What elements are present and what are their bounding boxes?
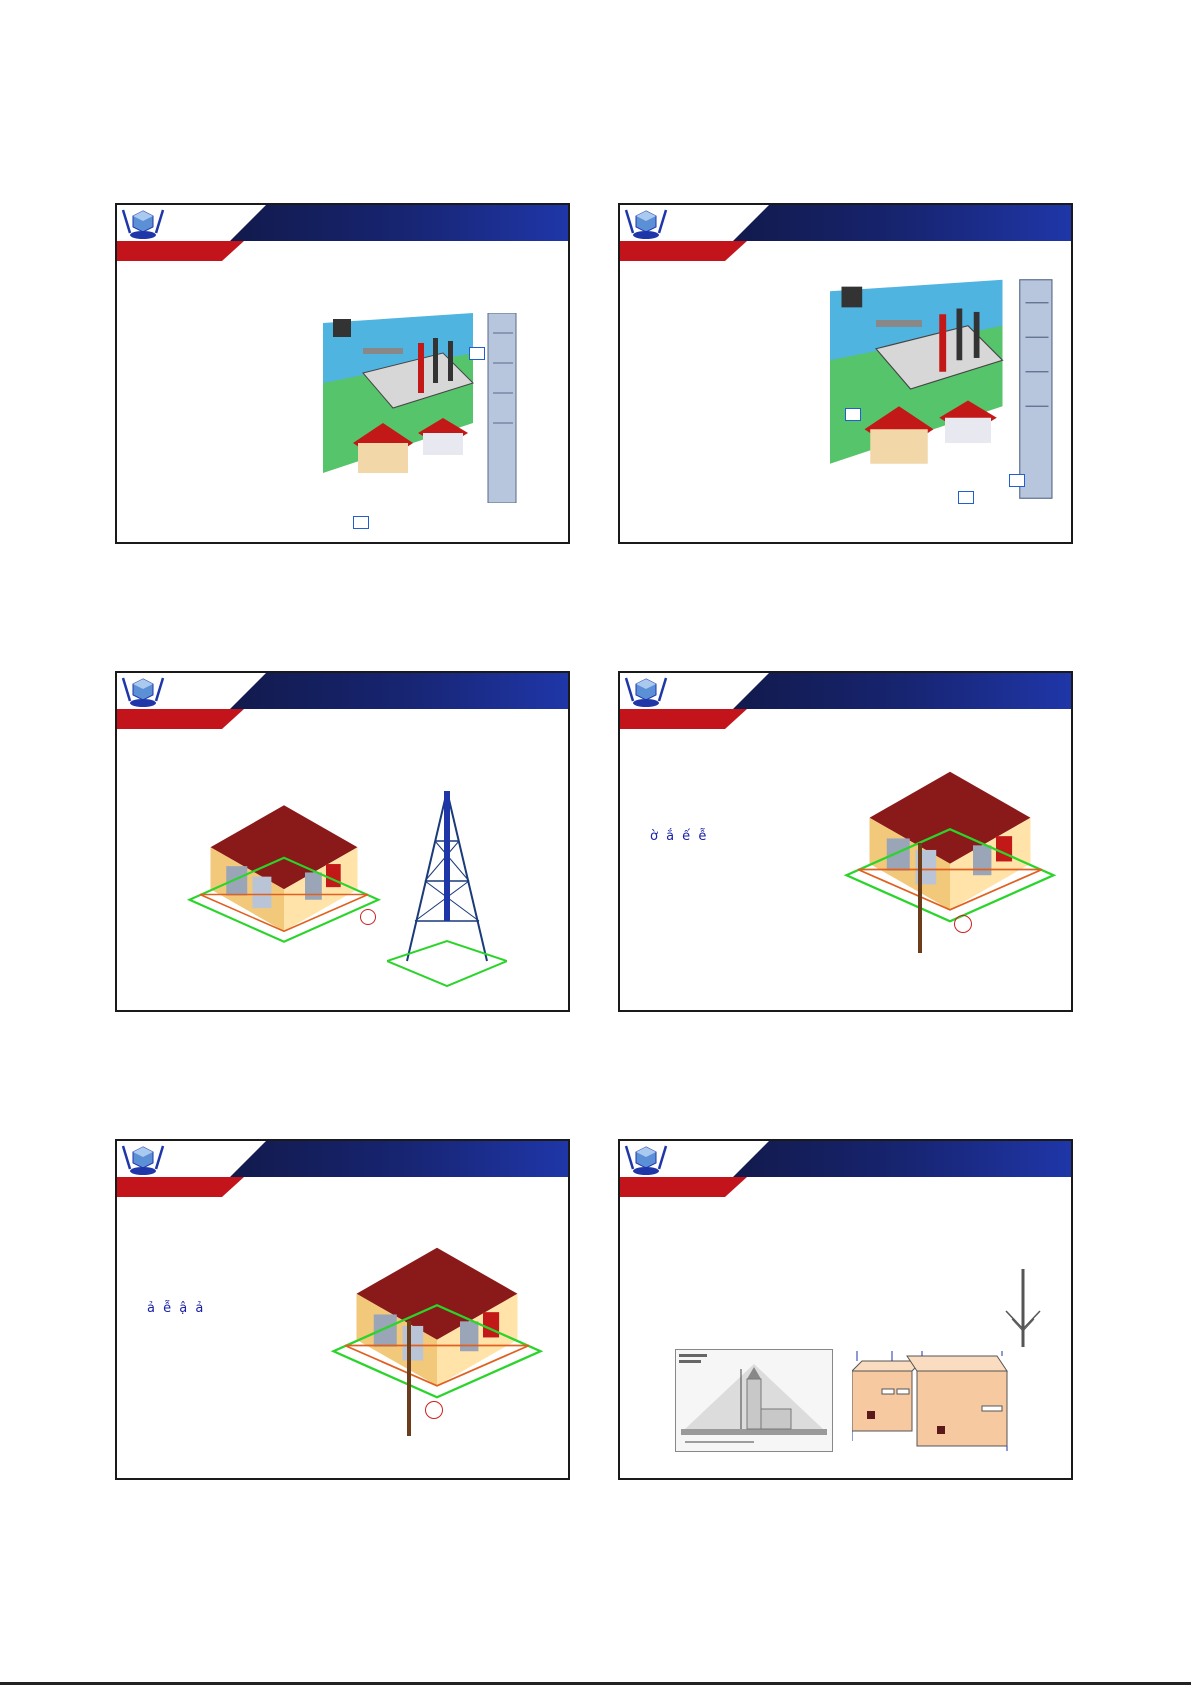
utility-pole [407, 1321, 411, 1436]
slide-5 [115, 1139, 570, 1480]
callout-box [353, 516, 369, 529]
slide-3 [115, 671, 570, 1012]
slide-header-bar [230, 1141, 568, 1177]
university-logo-icon [623, 1143, 669, 1177]
numbered-marker [360, 909, 376, 925]
university-logo-icon [623, 675, 669, 709]
slide-header-bar [733, 673, 1071, 709]
callout-box [845, 408, 861, 421]
slide-header-bar [733, 205, 1071, 241]
slide-subheader-bar [620, 241, 747, 261]
slide-text: ả ễ ậ ả [147, 1301, 206, 1316]
house-grounding-figure [835, 745, 1065, 925]
industrial-scene-figure [830, 279, 1060, 499]
transmission-tower-figure [387, 791, 507, 991]
slide-subheader-bar [620, 709, 747, 729]
university-logo-icon [120, 207, 166, 241]
utility-pole [918, 843, 922, 953]
slide-subheader-bar [620, 1177, 747, 1197]
protection-zone-diagram [675, 1349, 833, 1452]
university-logo-icon [623, 207, 669, 241]
callout-box [1009, 474, 1025, 487]
slide-4 [618, 671, 1073, 1012]
slide-header-bar [230, 673, 568, 709]
numbered-marker [425, 1401, 443, 1419]
slide-6 [618, 1139, 1073, 1480]
slide-2 [618, 203, 1073, 544]
university-logo-icon [120, 1143, 166, 1177]
slide-1 [115, 203, 570, 544]
industrial-scene-figure [317, 313, 529, 503]
building-air-terminal-diagram [852, 1351, 1012, 1451]
house-grounding-figure [179, 783, 389, 943]
slide-subheader-bar [117, 241, 244, 261]
numbered-marker [954, 915, 972, 933]
slide-text: ờ ắ ế ễ [650, 829, 709, 844]
lightning-rod-icon [998, 1269, 1048, 1349]
slide-header-bar [230, 205, 568, 241]
slide-subheader-bar [117, 1177, 244, 1197]
university-logo-icon [120, 675, 166, 709]
callout-box [958, 491, 974, 504]
house-grounding-figure [322, 1216, 552, 1406]
slide-header-bar [733, 1141, 1071, 1177]
callout-box [469, 347, 485, 360]
slide-subheader-bar [117, 709, 244, 729]
